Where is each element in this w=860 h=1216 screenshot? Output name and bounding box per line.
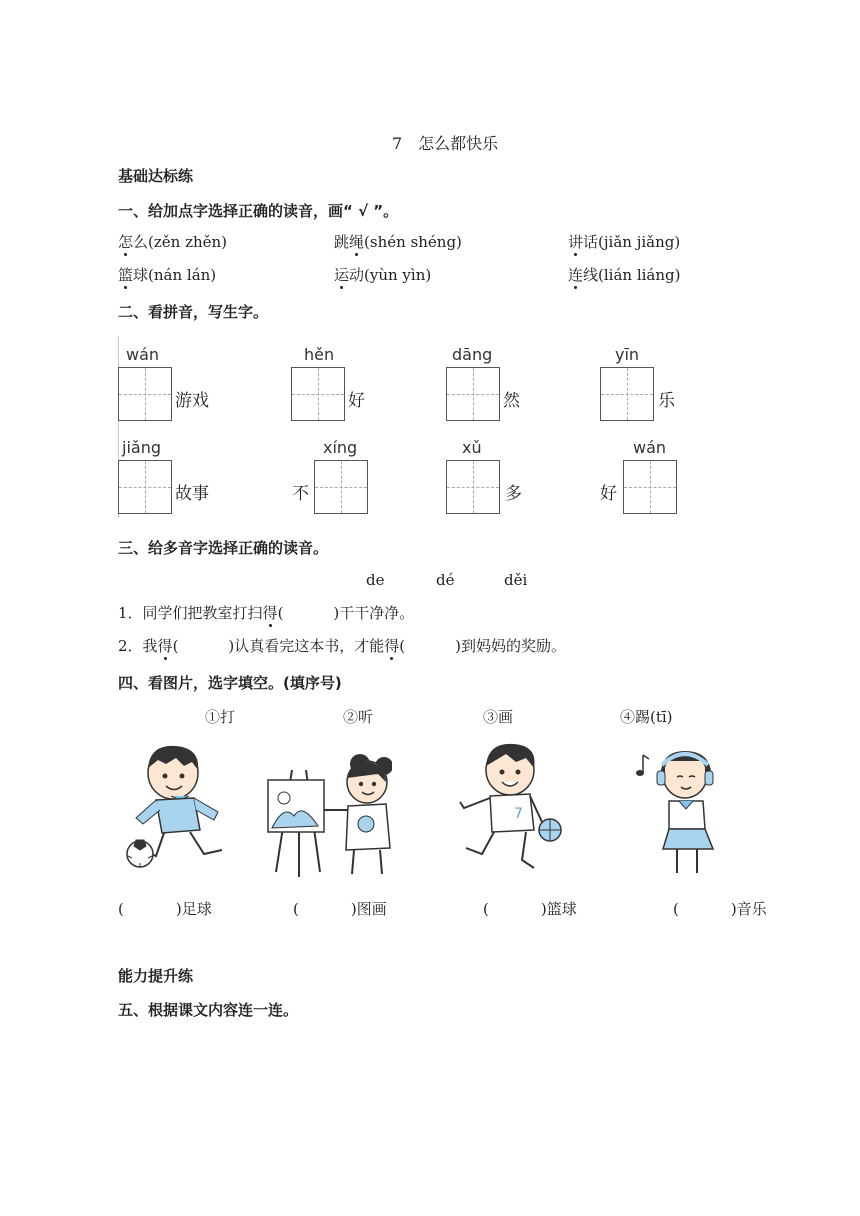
- q1-item: 跳绳(shén shéng): [334, 233, 462, 251]
- pinyin: wán: [126, 345, 160, 364]
- section-advanced-heading: 能力提升练: [118, 967, 194, 985]
- q3-heading: 三、给多音字选择正确的读音。: [118, 539, 329, 557]
- writing-grid[interactable]: [118, 367, 172, 421]
- dotted-char: 篮: [118, 266, 134, 284]
- q1-item: 怎么(zěn zhěn): [118, 233, 228, 251]
- dotted-char: 得: [157, 637, 173, 655]
- q5-heading: 五、根据课文内容连一连。: [118, 1001, 299, 1019]
- pinyin: dāng: [452, 345, 493, 364]
- dotted-char: 得: [384, 637, 400, 655]
- grid-word-after: 多: [505, 484, 522, 504]
- pinyin-option: de: [366, 571, 385, 589]
- pinyin-option: dé: [436, 571, 455, 589]
- pinyin: jiǎng: [122, 438, 161, 457]
- blank-answer[interactable]: ( )足球: [118, 900, 212, 918]
- choice-option: ①打: [205, 708, 236, 726]
- pinyin: xǔ: [462, 438, 482, 457]
- q1-item: 讲话(jiǎn jiǎng): [568, 233, 681, 251]
- section-basic-heading: 基础达标练: [118, 167, 194, 185]
- boy-kicking-football-illustration: [118, 738, 238, 878]
- writing-grid[interactable]: [314, 460, 368, 514]
- pinyin: yīn: [615, 345, 640, 364]
- dotted-char: 讲: [568, 233, 584, 251]
- q2-heading: 二、看拼音，写生字。: [118, 303, 269, 321]
- girl-listening-music-illustration: [635, 745, 725, 881]
- writing-grid[interactable]: [291, 367, 345, 421]
- pinyin: xíng: [323, 438, 358, 457]
- grid-word-after: 好: [348, 391, 365, 411]
- grid-word-after: 然: [503, 391, 520, 411]
- writing-grid[interactable]: [446, 367, 500, 421]
- dotted-char: 绳: [349, 233, 365, 251]
- q4-heading: 四、看图片，选字填空。(填序号): [118, 674, 342, 692]
- q1-item: 连线(lián liáng): [568, 266, 681, 284]
- q1-item: 篮球(nán lán): [118, 266, 217, 284]
- page-title: 7 怎么都快乐: [392, 134, 499, 153]
- writing-grid[interactable]: [446, 460, 500, 514]
- choice-option: ②听: [343, 708, 374, 726]
- blank-answer[interactable]: ( )音乐: [673, 900, 767, 918]
- grid-word-before: 好: [600, 484, 617, 504]
- grid-word-after: 游戏: [175, 391, 209, 411]
- q3-sentence-1: 1．同学们把教室打扫得( )干干净净。: [118, 604, 415, 622]
- writing-grid[interactable]: [118, 460, 172, 514]
- grid-word-after: 乐: [658, 391, 675, 411]
- girl-painting-illustration: [262, 752, 392, 882]
- pinyin: hěn: [304, 345, 335, 364]
- q1-item: 运动(yùn yìn): [334, 266, 432, 284]
- choice-option: ④踢(tī): [620, 708, 673, 726]
- pinyin: wán: [633, 438, 667, 457]
- writing-grid[interactable]: [623, 460, 677, 514]
- boy-basketball-illustration: [452, 738, 572, 880]
- jersey-number: 7: [514, 806, 523, 822]
- dotted-char: 连: [568, 266, 584, 284]
- q1-heading: 一、给加点字选择正确的读音，画“ √ ”。: [118, 202, 399, 220]
- grid-word-after: 故事: [175, 484, 209, 504]
- grid-word-before: 不: [292, 484, 309, 504]
- writing-grid[interactable]: [600, 367, 654, 421]
- choice-option: ③画: [483, 708, 514, 726]
- pinyin-option: děi: [504, 571, 528, 589]
- blank-answer[interactable]: ( )篮球: [483, 900, 577, 918]
- blank-answer[interactable]: ( )图画: [293, 900, 387, 918]
- dotted-char: 得: [262, 604, 278, 622]
- q3-sentence-2: 2．我得( )认真看完这本书，才能得( )到妈妈的奖励。: [118, 637, 567, 655]
- dotted-char: 怎: [118, 233, 134, 251]
- dotted-char: 运: [334, 266, 350, 284]
